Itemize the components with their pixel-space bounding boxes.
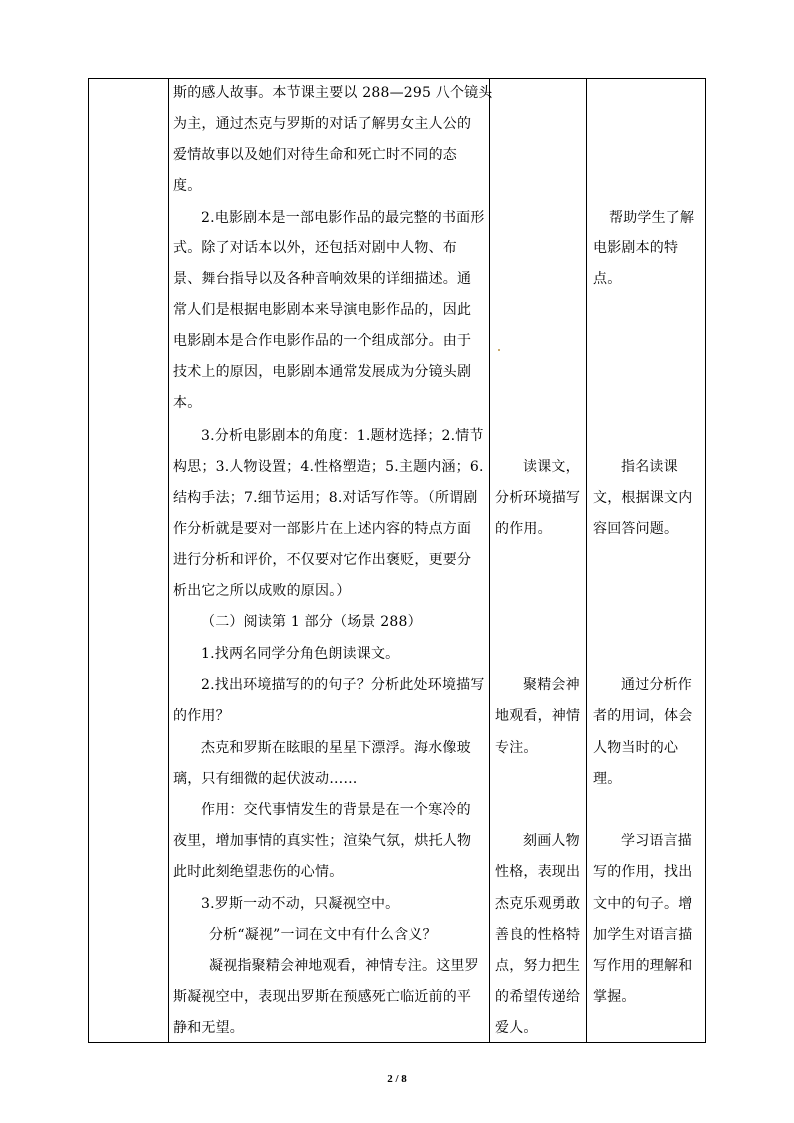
content-line: 爱情故事以及她们对待生命和死亡时不同的态 — [173, 147, 457, 163]
content-line: 3.分析电影剧本的角度：1.题材选择；2.情节 — [201, 428, 484, 444]
content-line: 景、舞台指导以及各种音响效果的详细描述。通 — [173, 271, 472, 287]
content-line: 静和无望。 — [173, 1020, 244, 1036]
content-line: 析出它之所以成败的原因。） — [173, 583, 351, 599]
activity-line: 的作用。 — [495, 521, 552, 537]
activity-line: 点，努力把生 — [495, 958, 581, 974]
intent-line: 帮助学生了解 — [609, 210, 695, 226]
activity-line: 刻画人物 — [523, 833, 580, 849]
activity-line: 的希望传递给 — [495, 989, 581, 1005]
activity-line: 读课文， — [523, 459, 580, 475]
intent-line: 容回答问题。 — [593, 521, 679, 537]
activity-line: 专注。 — [495, 740, 538, 756]
student-activity-column — [490, 79, 586, 1042]
activity-line: 性格，表现出 — [495, 864, 581, 880]
content-line: 分析“凝视”一词在文中有什么含义？ — [209, 927, 437, 943]
stage-column — [89, 79, 168, 1042]
content-line: 式。除了对话本以外，还包括对剧中人物、布 — [173, 240, 457, 256]
activity-line: 善良的性格特 — [495, 927, 581, 943]
content-line: 此时此刻绝望悲伤的心情。 — [173, 864, 344, 880]
content-line: 作分析就是要对一部影片在上述内容的特点方面 — [173, 521, 472, 537]
stray-mark — [498, 349, 500, 351]
intent-line: 学习语言描 — [621, 833, 692, 849]
content-line: 构思；3.人物设置；4.性格塑造；5.主题内涵；6. — [173, 459, 484, 475]
content-line: 斯的感人故事。本节课主要以 288—295 八个镜头 — [173, 85, 493, 101]
content-line: 1.找两名同学分角色朗读课文。 — [201, 646, 400, 662]
content-line: 3.罗斯一动不动，只凝视空中。 — [201, 896, 400, 912]
intent-line: 文，根据课文内 — [593, 490, 693, 506]
intent-line: 加学生对语言描 — [593, 927, 693, 943]
activity-line: 地观看，神情 — [495, 708, 581, 724]
activity-line: 聚精会神 — [523, 677, 580, 693]
content-line: 本。 — [173, 395, 202, 411]
intent-line: 文中的句子。增 — [593, 896, 693, 912]
intent-line: 通过分析作 — [621, 677, 692, 693]
content-line: 度。 — [173, 178, 202, 194]
content-line: 电影剧本是合作电影作品的一个组成部分。由于 — [173, 333, 472, 349]
section-heading: （二）阅读第 1 部分（场景 288） — [201, 614, 422, 630]
content-line: 为主，通过杰克与罗斯的对话了解男女主人公的 — [173, 116, 472, 132]
content-line: 璃，只有细微的起伏波动…… — [173, 771, 358, 787]
content-line: 2.找出环境描写的的句子？分析此处环境描写 — [201, 677, 485, 693]
content-line: 凝视指聚精会神地观看，神情专注。这里罗 — [209, 958, 479, 974]
intent-line: 写的作用，找出 — [593, 864, 693, 880]
content-line: 夜里，增加事情的真实性；渲染气氛，烘托人物 — [173, 833, 472, 849]
intent-line: 电影剧本的特 — [593, 240, 679, 256]
content-line: 斯凝视空中，表现出罗斯在预感死亡临近前的平 — [173, 989, 472, 1005]
design-intent-column — [587, 79, 705, 1042]
content-line: 杰克和罗斯在眩眼的星星下漂浮。海水像玻 — [201, 740, 471, 756]
content-line: 作用：交代事情发生的背景是在一个寒冷的 — [201, 802, 471, 818]
intent-line: 写作用的理解和 — [593, 958, 693, 974]
content-line: 的作用？ — [173, 708, 230, 724]
content-line: 进行分析和评价，不仅要对它作出褒贬，更要分 — [173, 552, 472, 568]
activity-line: 分析环境描写 — [495, 490, 581, 506]
page-number: 2 / 8 — [387, 1073, 407, 1085]
lesson-plan-table — [88, 78, 706, 1043]
intent-line: 掌握。 — [593, 989, 636, 1005]
activity-line: 杰克乐观勇敢 — [495, 896, 581, 912]
content-line: 技术上的原因，电影剧本通常发展成为分镜头剧 — [173, 364, 472, 380]
intent-line: 人物当时的心 — [593, 740, 679, 756]
intent-line: 点。 — [593, 271, 622, 287]
content-line: 常人们是根据电影剧本来导演电影作品的，因此 — [173, 302, 472, 318]
content-line: 结构手法；7.细节运用；8.对话写作等。（所谓剧 — [173, 490, 478, 506]
intent-line: 理。 — [593, 771, 622, 787]
activity-line: 爱人。 — [495, 1020, 538, 1036]
intent-line: 者的用词，体会 — [593, 708, 693, 724]
intent-line: 指名读课 — [621, 459, 678, 475]
content-line: 2.电影剧本是一部电影作品的最完整的书面形 — [201, 210, 485, 226]
teaching-content-column — [169, 79, 493, 1042]
